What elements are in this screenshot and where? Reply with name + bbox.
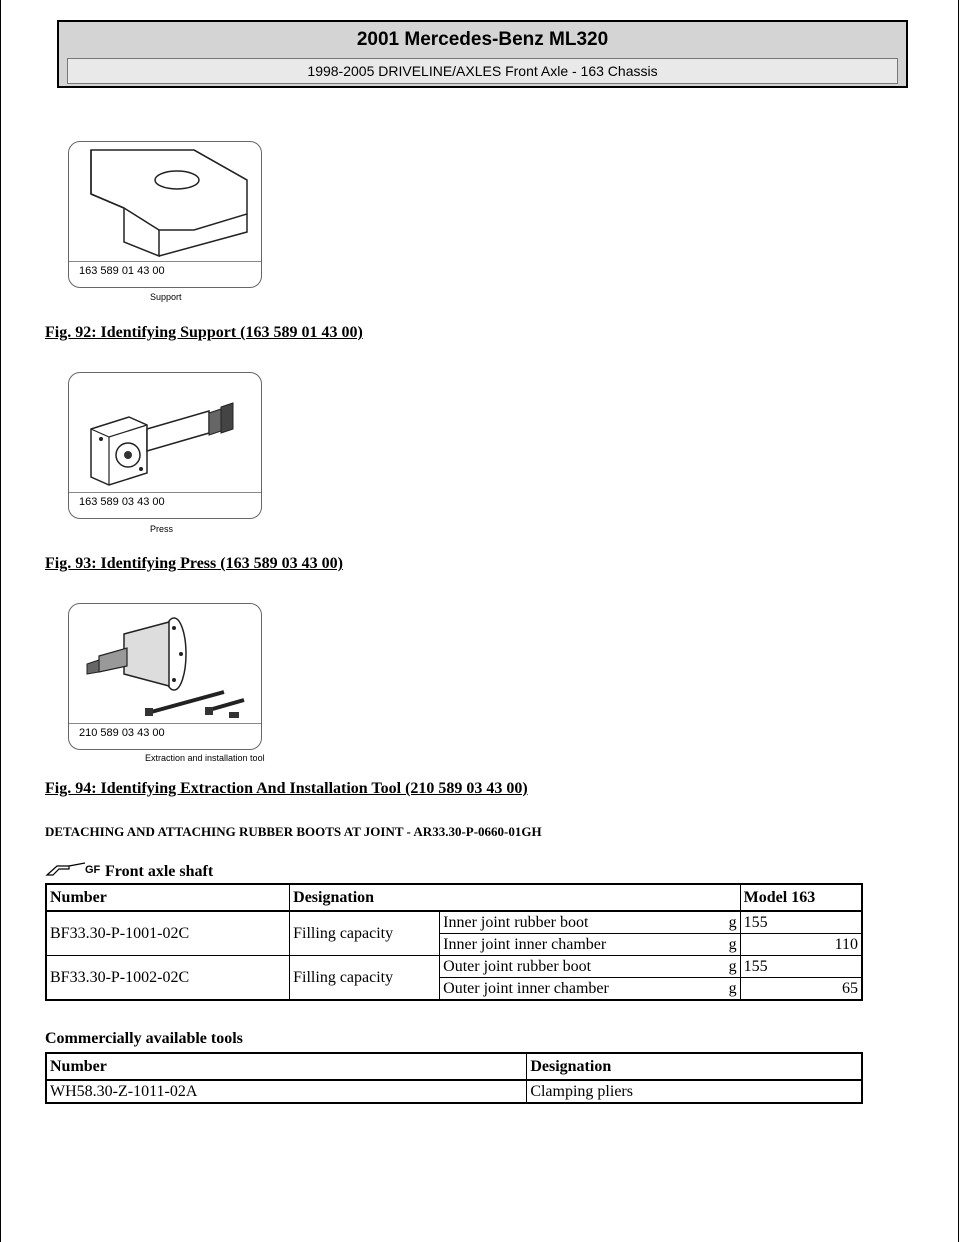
figure-caption: Fig. 94: Identifying Extraction And Installation Tool (210 589 03 43 00) (45, 780, 528, 797)
figure-part-number: 163 589 01 43 00 (79, 265, 165, 277)
item-label: Inner joint rubber boot (440, 911, 726, 934)
figure-press-image (68, 372, 262, 519)
item-value: 155 (740, 911, 862, 934)
row-number: BF33.30-P-1002-02C (46, 956, 290, 1001)
table-header-row (46, 1053, 862, 1080)
table-row (46, 1080, 862, 1103)
figure-part-number: 163 589 03 43 00 (79, 496, 165, 508)
item-unit: g (726, 956, 741, 978)
front-axle-heading-text: Front axle shaft (105, 863, 214, 880)
front-axle-table (45, 883, 863, 1001)
column-header: Designation (527, 1053, 862, 1080)
gf-pointing-hand-icon (45, 860, 101, 883)
item-value: 155 (740, 956, 862, 978)
figure-caption: Fig. 93: Identifying Press (163 589 03 43 00) (45, 555, 343, 572)
column-header: Number (46, 1053, 527, 1080)
tools-heading: Commercially available tools (45, 1030, 243, 1047)
item-unit: g (726, 911, 741, 934)
section-title: DETACHING AND ATTACHING RUBBER BOOTS AT JOINT - AR33.30-P-0660-01GH (45, 824, 542, 839)
item-unit: g (726, 978, 741, 1001)
row-designation: Filling capacity (290, 911, 440, 956)
item-label: Outer joint inner chamber (440, 978, 726, 1001)
column-header: Model 163 (740, 884, 862, 911)
table-header-row (46, 884, 862, 911)
table-row (46, 911, 862, 934)
document-subtitle: 1998-2005 DRIVELINE/AXLES Front Axle - 163 Chassis (67, 58, 898, 84)
document-title: 2001 Mercedes-Benz ML320 (356, 29, 609, 50)
item-value: 65 (740, 978, 862, 1001)
row-designation: Clamping pliers (527, 1080, 862, 1103)
front-axle-heading (45, 860, 213, 883)
figure-label: Support (150, 292, 182, 302)
figure-part-number: 210 589 03 43 00 (79, 727, 165, 739)
item-unit: g (726, 934, 741, 956)
row-designation: Filling capacity (290, 956, 440, 1001)
tools-table (45, 1052, 863, 1104)
column-header: Number (46, 884, 290, 911)
svg-text:GF: GF (85, 864, 101, 876)
row-number: BF33.30-P-1001-02C (46, 911, 290, 956)
item-label: Outer joint rubber boot (440, 956, 726, 978)
table-row (46, 956, 862, 978)
figure-label: Press (150, 524, 174, 534)
column-header: Designation (290, 884, 741, 911)
item-value: 110 (740, 934, 862, 956)
figure-extraction-tool-image (68, 603, 262, 750)
row-number: WH58.30-Z-1011-02A (46, 1080, 527, 1103)
item-label: Inner joint inner chamber (440, 934, 726, 956)
figure-caption: Fig. 92: Identifying Support (163 589 01 43 00) (45, 324, 363, 341)
figure-support-image (68, 141, 262, 288)
figure-label: Extraction and installation tool (145, 753, 265, 763)
page-header (57, 20, 908, 88)
